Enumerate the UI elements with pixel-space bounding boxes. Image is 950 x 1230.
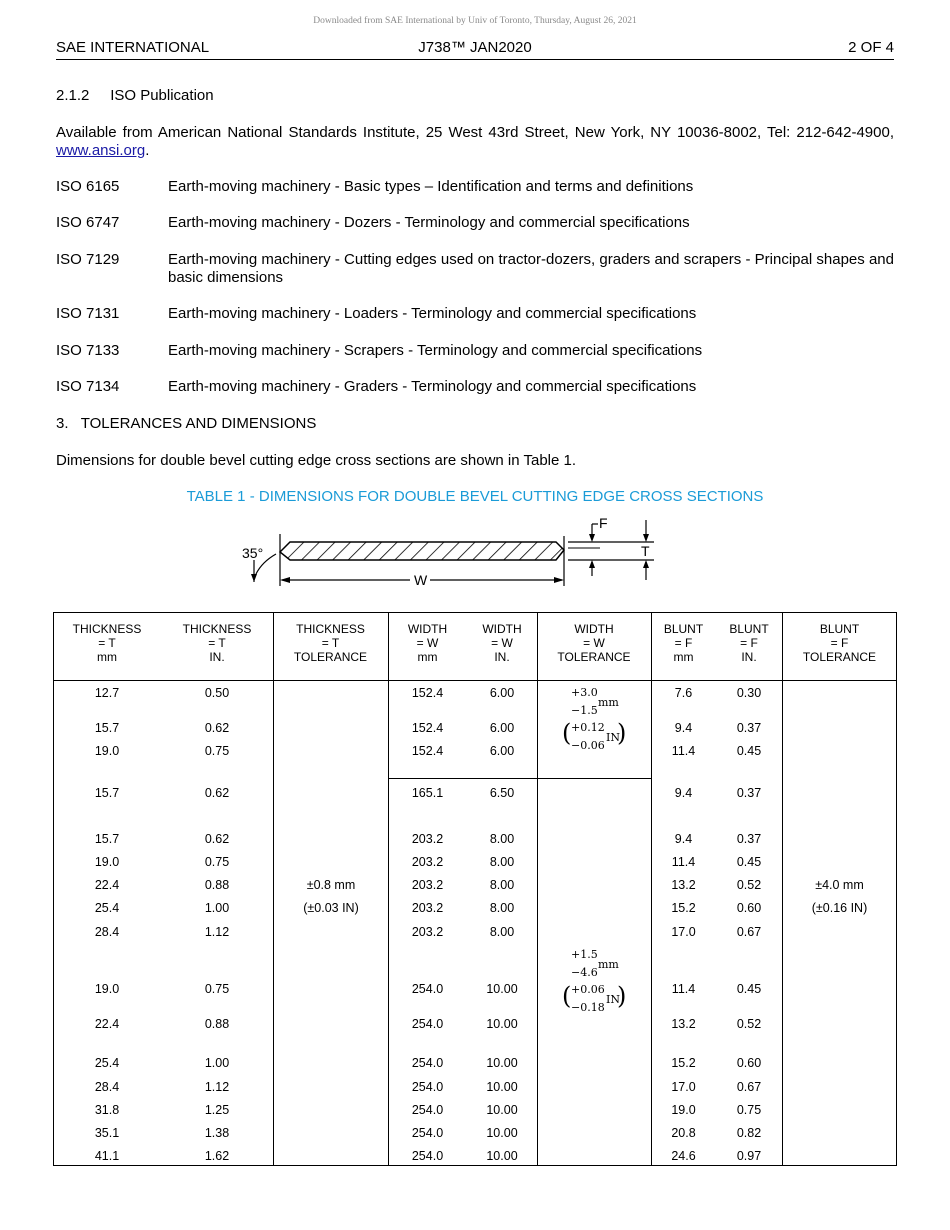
table-cell-t-in: 1.00	[204, 901, 230, 915]
blunt-tolerance-in: (±0.16 IN)	[811, 901, 868, 915]
column-header: WIDTH	[482, 622, 522, 636]
blunt-label: F	[599, 515, 608, 531]
table-cell-t-in: 1.25	[204, 1103, 230, 1117]
width-tol-1-paren-open: (	[562, 719, 572, 747]
table-cell-f-mm: 9.4	[674, 786, 693, 800]
table-cell-t-in: 1.00	[204, 1056, 230, 1070]
table-cell-t-mm: 31.8	[94, 1103, 120, 1117]
column-header: TOLERANCE	[802, 650, 877, 664]
header-page-number: 2 OF 4	[848, 39, 894, 56]
column-header: = F	[830, 636, 849, 650]
blunt-arrow-bottom	[589, 560, 595, 568]
table-cell-w-mm: 152.4	[411, 721, 444, 735]
width-tol-2-mm-minus: −4.6	[571, 966, 598, 979]
table-cell-w-mm: 152.4	[411, 686, 444, 700]
width-tol-1-mm-minus: −1.5	[571, 704, 598, 717]
table-cell-t-in: 0.75	[204, 982, 230, 996]
width-tol-1-in-minus: −0.06	[571, 739, 605, 752]
column-header: = W	[583, 636, 605, 650]
iso-ref-title: Earth-moving machinery - Scrapers - Terminology and commercial specifications	[168, 342, 703, 359]
table-cell-f-in: 0.67	[736, 1080, 762, 1094]
column-header: mm	[673, 650, 694, 664]
width-group-separator	[388, 778, 652, 779]
table-cell-w-mm: 152.4	[411, 744, 444, 758]
table-cell-w-in: 10.00	[486, 1149, 518, 1163]
column-header: TOLERANCE	[557, 650, 631, 664]
width-arrow-left	[280, 577, 290, 583]
column-header: THICKNESS	[296, 622, 365, 636]
table-cell-t-mm: 15.7	[94, 832, 120, 846]
iso-ref-code: ISO 6747	[56, 214, 120, 231]
table-cell-t-in: 1.38	[204, 1126, 230, 1140]
table-cell-w-mm: 254.0	[411, 1080, 444, 1094]
blunt-arrow-top	[589, 534, 595, 542]
table-cell-t-in: 0.62	[204, 721, 230, 735]
table-cell-f-in: 0.75	[736, 1103, 762, 1117]
table-cell-f-in: 0.37	[736, 786, 762, 800]
ansi-link[interactable]: www.ansi.org	[56, 142, 146, 159]
table-cell-t-mm: 12.7	[94, 686, 120, 700]
table-cell-w-mm: 254.0	[411, 1017, 444, 1031]
table-cell-f-mm: 9.4	[674, 832, 693, 846]
table-cell-t-mm: 28.4	[94, 925, 120, 939]
table-cell-w-in: 10.00	[486, 1056, 518, 1070]
table-cell-t-mm: 28.4	[94, 1080, 120, 1094]
column-header: = T	[208, 636, 226, 650]
width-label: W	[414, 572, 428, 588]
angle-arrow	[251, 574, 257, 582]
table-cell-w-in: 8.00	[489, 901, 515, 915]
table-cell-f-mm: 24.6	[671, 1149, 696, 1163]
table-cell-w-mm: 254.0	[411, 982, 444, 996]
width-tol-2-mm-plus: +1.5	[571, 948, 598, 961]
table-cell-f-mm: 19.0	[671, 1103, 696, 1117]
table-cell-w-in: 8.00	[489, 925, 515, 939]
table-cell-f-in: 0.67	[736, 925, 762, 939]
width-tol-2-in-unit: IN	[606, 993, 620, 1006]
table-cell-w-in: 10.00	[486, 1103, 518, 1117]
header-document-id: J738™ JAN2020	[418, 39, 532, 56]
table-cell-f-mm: 11.4	[671, 744, 696, 758]
cross-section-figure	[238, 514, 668, 590]
section-212-availability	[56, 124, 894, 160]
table-cell-f-mm: 13.2	[671, 878, 696, 892]
table-cell-f-mm: 15.2	[671, 901, 696, 915]
table-cell-f-in: 0.45	[736, 855, 762, 869]
table-cell-w-mm: 203.2	[411, 925, 444, 939]
column-header: IN.	[741, 650, 757, 664]
table-cell-w-in: 8.00	[489, 855, 515, 869]
width-tol-2-paren-close: )	[617, 982, 627, 1010]
width-tol-1-in-unit: IN	[606, 731, 620, 744]
table-cell-f-mm: 11.4	[671, 855, 696, 869]
table-cell-t-in: 1.12	[204, 1080, 230, 1094]
table-cell-w-mm: 203.2	[411, 832, 444, 846]
width-arrow-right	[554, 577, 564, 583]
column-header: = W	[491, 636, 513, 650]
table-cell-t-mm: 35.1	[94, 1126, 120, 1140]
section-212-heading: 2.1.2 ISO Publication	[56, 87, 214, 104]
table-cell-w-in: 10.00	[486, 1126, 518, 1140]
column-header: = W	[416, 636, 439, 650]
width-tol-1-mm-unit: mm	[598, 696, 619, 709]
column-header: IN.	[494, 650, 510, 664]
iso-ref-code: ISO 6165	[56, 178, 120, 195]
table-cell-f-in: 0.30	[736, 686, 762, 700]
table-cell-f-in: 0.37	[736, 832, 762, 846]
table-cell-w-mm: 203.2	[411, 878, 444, 892]
column-header: mm	[417, 650, 438, 664]
table-cell-w-mm: 254.0	[411, 1056, 444, 1070]
thickness-arrow-top	[643, 534, 649, 542]
width-tol-2-mm-unit: mm	[598, 958, 619, 971]
table-title: TABLE 1 - DIMENSIONS FOR DOUBLE BEVEL CUTTING EDGE CROSS SECTIONS	[186, 488, 764, 505]
table-cell-t-mm: 19.0	[94, 982, 120, 996]
blunt-tolerance-mm: ±4.0 mm	[815, 878, 864, 892]
width-tol-1-in-plus: +0.12	[571, 721, 605, 734]
table-cell-f-in: 0.82	[736, 1126, 762, 1140]
column-header: mm	[97, 650, 117, 664]
column-header: = T	[98, 636, 116, 650]
table-cell-f-mm: 15.2	[671, 1056, 696, 1070]
table-cell-w-mm: 165.1	[411, 786, 444, 800]
table-cell-w-in: 10.00	[486, 1017, 518, 1031]
header-publisher: SAE INTERNATIONAL	[56, 39, 210, 56]
table-cell-t-mm: 15.7	[94, 721, 120, 735]
width-tol-1-paren-close: )	[617, 719, 627, 747]
table-cell-t-mm: 25.4	[94, 901, 120, 915]
header-rule	[56, 59, 894, 60]
table-cell-f-in: 0.45	[736, 982, 762, 996]
section-3-intro: Dimensions for double bevel cutting edge cross sections are shown in Table 1.	[56, 452, 577, 469]
table-cell-w-mm: 254.0	[411, 1149, 444, 1163]
table-cell-t-in: 0.88	[204, 878, 230, 892]
download-notice: Downloaded from SAE International by Univ of Toronto, Thursday, August 26, 2021	[313, 16, 637, 26]
thickness-arrow-bottom	[643, 560, 649, 568]
table-cell-t-mm: 41.1	[94, 1149, 120, 1163]
table-cell-w-in: 6.50	[489, 786, 515, 800]
table-cell-t-mm: 19.0	[94, 855, 120, 869]
iso-ref-title: Earth-moving machinery - Dozers - Terminology and commercial specifications	[168, 214, 690, 231]
column-header: IN.	[209, 650, 225, 664]
iso-ref-title: Earth-moving machinery - Cutting edges used on tractor-dozers, graders and scrapers - Principal shapes and basic dimensions	[168, 251, 894, 286]
table-cell-t-mm: 19.0	[94, 744, 120, 758]
table-cell-f-in: 0.37	[736, 721, 762, 735]
table-cell-f-in: 0.52	[736, 878, 762, 892]
table-cell-w-in: 10.00	[486, 982, 518, 996]
table-cell-w-mm: 254.0	[411, 1103, 444, 1117]
availability-text: Available from American National Standards Institute, 25 West 43rd Street, New York, NY 10036-8002, Tel: 212-642-4900,	[56, 124, 894, 141]
table-cell-t-in: 0.88	[204, 1017, 230, 1031]
table-cell-t-in: 0.62	[204, 832, 230, 846]
table-cell-f-in: 0.97	[736, 1149, 762, 1163]
column-header: TOLERANCE	[293, 650, 368, 664]
iso-ref-code: ISO 7129	[56, 251, 120, 268]
iso-ref-title: Earth-moving machinery - Basic types – Identification and terms and definitions	[168, 178, 694, 195]
bevel-edge-section	[280, 542, 564, 560]
table-cell-t-mm: 22.4	[94, 878, 120, 892]
thickness-tolerance-mm: ±0.8 mm	[306, 878, 356, 892]
table-cell-f-mm: 20.8	[671, 1126, 696, 1140]
thickness-tolerance-in: (±0.03 IN)	[303, 901, 359, 915]
iso-ref-code: ISO 7133	[56, 342, 120, 359]
table-cell-w-in: 6.00	[489, 721, 515, 735]
thickness-label: T	[641, 543, 650, 559]
table-cell-f-in: 0.52	[736, 1017, 762, 1031]
table-cell-w-in: 6.00	[489, 686, 515, 700]
column-header: = F	[740, 636, 758, 650]
table-cell-f-mm: 9.4	[674, 721, 693, 735]
table-cell-t-in: 0.75	[204, 855, 230, 869]
column-divider	[537, 613, 538, 1165]
table-cell-f-mm: 11.4	[671, 982, 696, 996]
table-cell-f-mm: 17.0	[671, 1080, 696, 1094]
table-cell-w-in: 6.00	[489, 744, 515, 758]
width-tol-2-in-plus: +0.06	[571, 983, 605, 996]
table-cell-f-in: 0.45	[736, 744, 762, 758]
table-cell-w-in: 10.00	[486, 1080, 518, 1094]
table-cell-t-mm: 15.7	[94, 786, 120, 800]
column-header: = F	[674, 636, 693, 650]
table-cell-t-in: 0.62	[204, 786, 230, 800]
column-header: THICKNESS	[182, 622, 252, 636]
availability-end: .	[145, 142, 150, 159]
table-cell-w-in: 8.00	[489, 878, 515, 892]
table-cell-t-mm: 22.4	[94, 1017, 120, 1031]
column-header: WIDTH	[407, 622, 448, 636]
table-cell-t-in: 1.12	[204, 925, 230, 939]
column-header: THICKNESS	[72, 622, 142, 636]
table-cell-w-mm: 203.2	[411, 855, 444, 869]
iso-ref-title: Earth-moving machinery - Loaders - Terminology and commercial specifications	[168, 305, 697, 322]
table-cell-f-in: 0.60	[736, 901, 762, 915]
column-header: = T	[321, 636, 340, 650]
table-cell-f-mm: 7.6	[674, 686, 693, 700]
table-cell-f-mm: 17.0	[671, 925, 696, 939]
table-cell-t-mm: 25.4	[94, 1056, 120, 1070]
iso-ref-code: ISO 7131	[56, 305, 120, 322]
table-cell-f-in: 0.60	[736, 1056, 762, 1070]
width-tol-1-mm-plus: +3.0	[571, 686, 598, 699]
width-tol-2-paren-open: (	[562, 982, 572, 1010]
table-cell-t-in: 0.50	[204, 686, 230, 700]
column-header: BLUNT	[663, 622, 704, 636]
table-cell-w-in: 8.00	[489, 832, 515, 846]
iso-ref-title: Earth-moving machinery - Graders - Terminology and commercial specifications	[168, 378, 697, 395]
table-cell-t-in: 1.62	[204, 1149, 230, 1163]
table-cell-t-in: 0.75	[204, 744, 230, 758]
width-tol-2-in-minus: −0.18	[571, 1001, 605, 1014]
table-cell-w-mm: 203.2	[411, 901, 444, 915]
table-cell-f-mm: 13.2	[671, 1017, 696, 1031]
column-header: BLUNT	[729, 622, 769, 636]
section-3-heading: 3. TOLERANCES AND DIMENSIONS	[56, 415, 317, 432]
angle-label: 35°	[242, 545, 264, 561]
column-header: WIDTH	[574, 622, 614, 636]
iso-ref-code: ISO 7134	[56, 378, 120, 395]
column-header: BLUNT	[819, 622, 860, 636]
table-cell-w-mm: 254.0	[411, 1126, 444, 1140]
header-separator	[54, 680, 896, 681]
